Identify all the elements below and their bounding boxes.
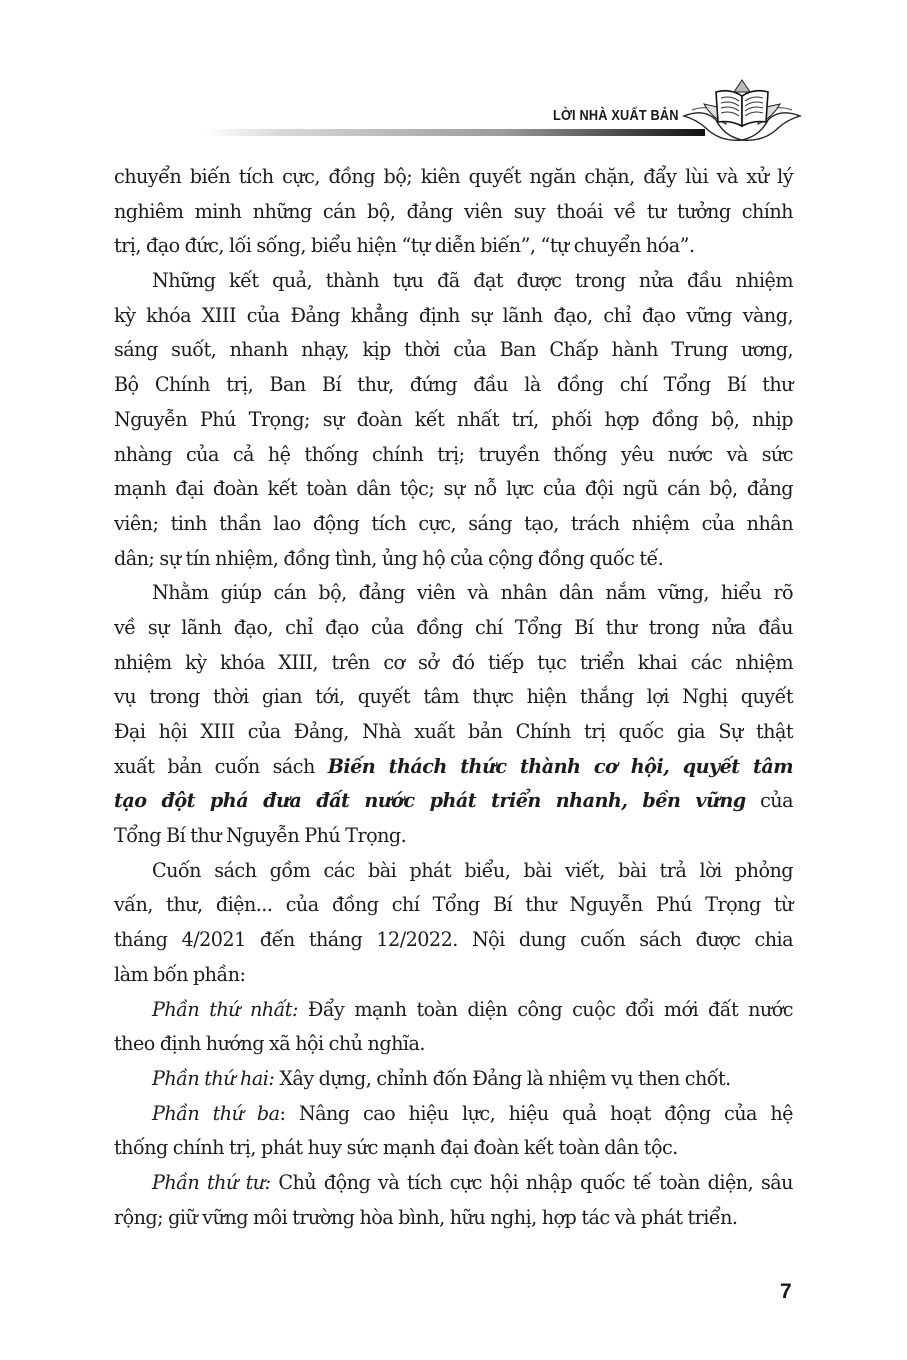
paragraph (114, 576, 793, 854)
text-segment: Xây dựng, chỉnh đốn Đảng là nhiệm vụ then chốt. (274, 1066, 731, 1090)
header-rule (205, 129, 705, 136)
text-line (114, 680, 793, 715)
text-line (114, 264, 793, 299)
text-segment: : Nâng cao hiệu lực, hiệu quả hoạt động của hệ (279, 1101, 793, 1125)
text-segment: trị, đạo đức, lối sống, biểu hiện “tự diễn biến”, “tự chuyển hóa”. (114, 234, 695, 258)
text-line (114, 472, 793, 507)
text-line (114, 299, 793, 334)
text-line (114, 993, 793, 1028)
text-line (114, 784, 793, 819)
text-segment: dân; sự tín nhiệm, đồng tình, ủng hộ của cộng đồng quốc tế. (114, 546, 664, 570)
text-line (114, 1131, 793, 1166)
text-line (114, 715, 793, 750)
text-line (114, 611, 793, 646)
text-line (114, 542, 793, 577)
text-segment: Tổng Bí thư Nguyễn Phú Trọng. (114, 824, 407, 848)
text-line (114, 1027, 793, 1062)
page-number: 7 (780, 1280, 792, 1303)
text-segment: Nguyễn Phú Trọng; sự đoàn kết nhất trí, phối hợp đồng bộ, nhịp (114, 407, 793, 431)
text-segment: Nhằm giúp cán bộ, đảng viên và nhân dân nắm vững, hiểu rõ (152, 581, 793, 605)
part-label: Phần thứ hai: (152, 1066, 275, 1090)
text-segment: thống chính trị, phát huy sức mạnh đại đoàn kết toàn dân tộc. (114, 1136, 678, 1160)
text-segment: vụ trong thời gian tới, quyết tâm thực hiện thắng lợi Nghị quyết (114, 685, 793, 709)
text-segment: rộng; giữ vững môi trường hòa bình, hữu nghị, hợp tác và phát triển. (114, 1205, 738, 1229)
text-segment: về sự lãnh đạo, chỉ đạo của đồng chí Tổng Bí thư trong nửa đầu (114, 615, 793, 639)
text-line (114, 403, 793, 438)
text-segment: chuyển biến tích cực, đồng bộ; kiên quyết ngăn chặn, đẩy lùi và xử lý (114, 165, 793, 188)
lotus-open-book-icon (682, 78, 802, 148)
text-line (114, 958, 793, 993)
text-line (114, 229, 793, 264)
text-line (114, 576, 793, 611)
text-line (114, 923, 793, 958)
part-label: Phần thứ tư: (152, 1170, 271, 1194)
text-line (114, 507, 793, 542)
paragraph (114, 1097, 793, 1166)
text-line (114, 888, 793, 923)
text-line (114, 333, 793, 368)
section-title: LỜI NHÀ XUẤT BẢN (553, 108, 679, 124)
text-line (114, 438, 793, 473)
book-title-text: tạo đột phá đưa đất nước phát triển nhanh, bền vững (114, 789, 746, 813)
text-line (114, 854, 793, 889)
paragraph (114, 160, 793, 264)
text-segment: nhàng của cả hệ thống chính trị; truyền thống yêu nước và sức (114, 442, 793, 466)
text-line (114, 368, 793, 403)
paragraph (114, 264, 793, 576)
text-segment: viên; tinh thần lao động tích cực, sáng tạo, trách nhiệm của nhân (114, 511, 793, 535)
text-segment: của (745, 789, 793, 813)
text-segment: Đẩy mạnh toàn diện công cuộc đổi mới đất nước (297, 997, 793, 1021)
text-segment: Bộ Chính trị, Ban Bí thư, đứng đầu là đồng chí Tổng Bí thư (114, 373, 793, 397)
text-segment: tháng 4/2021 đến tháng 12/2022. Nội dung cuốn sách được chia (114, 928, 793, 952)
text-segment: vấn, thư, điện... của đồng chí Tổng Bí thư Nguyễn Phú Trọng từ (114, 893, 793, 917)
text-segment: Chủ động và tích cực hội nhập quốc tế toàn diện, sâu (270, 1170, 793, 1194)
paragraph (114, 993, 793, 1062)
text-segment: nghiêm minh những cán bộ, đảng viên suy thoái về tư tưởng chính (114, 199, 793, 223)
text-line (114, 1166, 793, 1201)
text-segment: theo định hướng xã hội chủ nghĩa. (114, 1032, 425, 1056)
part-label: Phần thứ nhất: (152, 997, 298, 1021)
paragraph (114, 1062, 793, 1097)
text-segment: Những kết quả, thành tựu đã đạt được trong nửa đầu nhiệm (152, 269, 793, 293)
text-line (114, 1097, 793, 1132)
text-line (114, 1062, 793, 1097)
text-segment: sáng suốt, nhanh nhạy, kịp thời của Ban Chấp hành Trung ương, (114, 338, 793, 362)
text-segment: mạnh đại đoàn kết toàn dân tộc; sự nỗ lực của đội ngũ cán bộ, đảng (114, 477, 793, 501)
text-segment: xuất bản cuốn sách (114, 754, 328, 778)
text-segment: làm bốn phần: (114, 962, 246, 986)
text-line (114, 195, 793, 230)
part-label: Phần thứ ba (152, 1101, 280, 1125)
text-segment: kỳ khóa XIII của Đảng khẳng định sự lãnh đạo, chỉ đạo vững vàng, (114, 303, 793, 327)
text-line (114, 1201, 793, 1236)
text-segment: Cuốn sách gồm các bài phát biểu, bài viết, bài trả lời phỏng (152, 858, 793, 882)
text-line (114, 160, 793, 195)
paragraph (114, 1166, 793, 1235)
text-segment: Đại hội XIII của Đảng, Nhà xuất bản Chính trị quốc gia Sự thật (114, 720, 793, 743)
text-line (114, 819, 793, 854)
body-text (114, 160, 793, 1235)
book-title-text: Biến thách thức thành cơ hội, quyết tâm (327, 754, 793, 778)
text-line (114, 750, 793, 785)
text-line (114, 646, 793, 681)
text-segment: nhiệm kỳ khóa XIII, trên cơ sở đó tiếp tục triển khai các nhiệm (114, 650, 793, 674)
paragraph (114, 854, 793, 993)
